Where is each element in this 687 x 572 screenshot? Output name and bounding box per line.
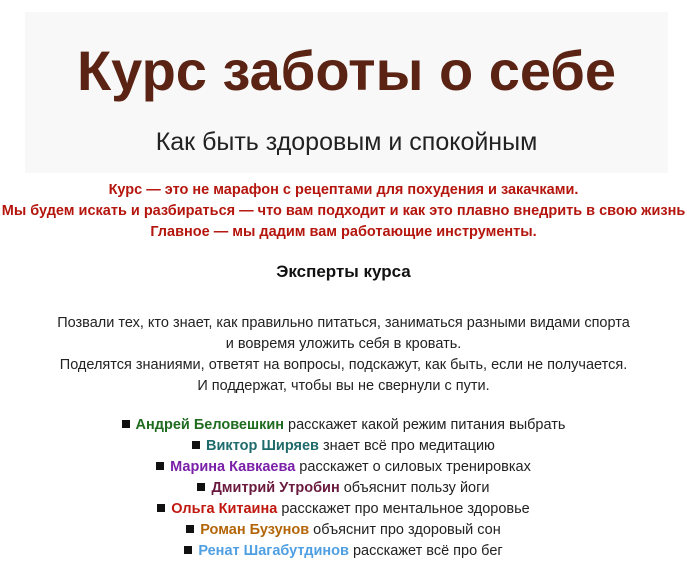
experts-heading: Эксперты курса bbox=[276, 262, 411, 281]
expert-item bbox=[0, 415, 687, 436]
hero-banner bbox=[25, 12, 668, 173]
square-bullet-icon bbox=[192, 441, 200, 449]
page-title: Курс заботы о себе bbox=[77, 39, 616, 102]
square-bullet-icon bbox=[157, 504, 165, 512]
description-line: Позвали тех, кто знает, как правильно питаться, заниматься разными видами спорта bbox=[57, 315, 630, 331]
description-line: И поддержат, чтобы вы не свернули с пути. bbox=[197, 378, 490, 394]
page-subtitle: Как быть здоровым и спокойным bbox=[155, 128, 538, 156]
expert-description: расскажет какой режим питания выбрать bbox=[284, 417, 566, 433]
expert-item bbox=[0, 478, 687, 499]
expert-name: Марина Кавкаева bbox=[170, 459, 296, 475]
expert-name: Ольга Китаина bbox=[171, 501, 278, 517]
expert-name: Виктор Ширяев bbox=[206, 438, 319, 454]
expert-item bbox=[0, 436, 687, 457]
square-bullet-icon bbox=[122, 420, 130, 428]
intro-line: Курс — это не марафон с рецептами для похудения и закачками. bbox=[108, 182, 579, 198]
description-line: Поделятся знаниями, ответят на вопросы, подскажут, как быть, если не получается. bbox=[59, 357, 628, 373]
intro-text bbox=[0, 180, 687, 243]
expert-list bbox=[0, 415, 687, 562]
expert-item bbox=[0, 520, 687, 541]
expert-name: Дмитрий Утробин bbox=[211, 480, 340, 496]
expert-item bbox=[0, 499, 687, 520]
expert-description: объяснит пользу йоги bbox=[339, 480, 490, 496]
expert-description: расскажет о силовых тренировках bbox=[295, 459, 531, 475]
intro-line: Главное — мы дадим вам работающие инструменты. bbox=[150, 224, 537, 240]
expert-description: расскажет про ментальное здоровье bbox=[277, 501, 530, 517]
description-line: и вовремя уложить себя в кровать. bbox=[225, 336, 462, 352]
intro-line: Мы будем искать и разбираться — что вам подходит и как это плавно внедрить в свою жизнь bbox=[1, 203, 686, 219]
expert-name: Роман Бузунов bbox=[200, 522, 310, 538]
square-bullet-icon bbox=[184, 546, 192, 554]
expert-name: Ренат Шагабутдинов bbox=[198, 543, 349, 559]
square-bullet-icon bbox=[156, 462, 164, 470]
expert-item bbox=[0, 457, 687, 478]
expert-item bbox=[0, 541, 687, 562]
experts-description bbox=[0, 313, 687, 397]
expert-description: объяснит про здоровый сон bbox=[309, 522, 501, 538]
expert-description: расскажет всё про бег bbox=[348, 543, 503, 559]
square-bullet-icon bbox=[197, 483, 205, 491]
expert-name: Андрей Беловешкин bbox=[135, 417, 284, 433]
expert-description: знает всё про медитацию bbox=[318, 438, 495, 454]
square-bullet-icon bbox=[186, 525, 194, 533]
